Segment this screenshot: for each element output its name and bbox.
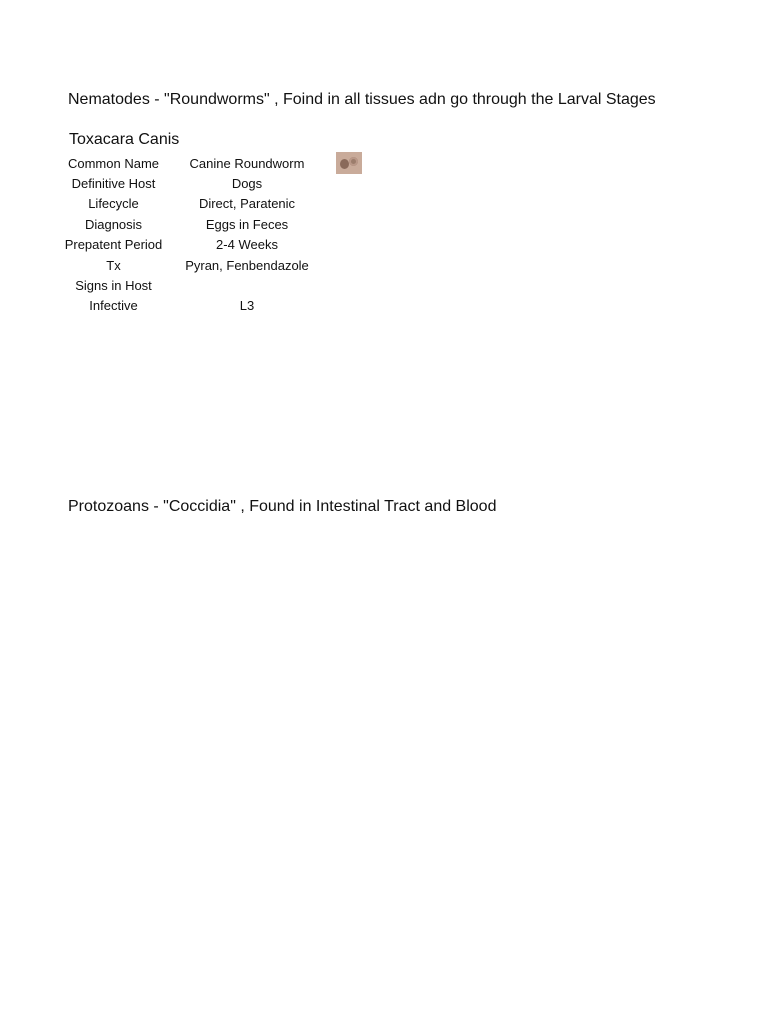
row-value-common-name: Canine Roundworm — [189, 156, 305, 171]
row-label-tx: Tx — [106, 258, 121, 273]
protozoans-heading: Protozoans - "Coccidia" , Found in Intestinal Tract and Blood — [68, 498, 497, 515]
nematodes-heading: Nematodes - "Roundworms" , Foind in all tissues adn go through the Larval Stages — [68, 91, 656, 108]
species-title: Toxacara Canis — [69, 131, 180, 148]
row-label-signs-in-host: Signs in Host — [75, 278, 152, 293]
row-value-infective: L3 — [239, 298, 255, 313]
row-label-infective: Infective — [89, 298, 138, 313]
row-label-diagnosis: Diagnosis — [84, 217, 143, 232]
row-value-prepatent-period: 2-4 Weeks — [216, 237, 278, 252]
parasite-egg-thumbnail — [336, 152, 362, 174]
row-label-lifecycle: Lifecycle — [88, 196, 139, 211]
row-label-definitive-host: Definitive Host — [71, 176, 156, 191]
egg-shape-right — [349, 157, 358, 166]
row-value-definitive-host: Dogs — [231, 176, 263, 191]
egg-shape-left — [340, 159, 349, 169]
row-label-common-name: Common Name — [67, 156, 160, 171]
row-value-lifecycle: Direct, Paratenic — [198, 196, 296, 211]
row-value-tx: Pyran, Fenbendazole — [185, 258, 309, 273]
row-label-prepatent-period: Prepatent Period — [64, 237, 163, 252]
row-value-diagnosis: Eggs in Feces — [205, 217, 289, 232]
